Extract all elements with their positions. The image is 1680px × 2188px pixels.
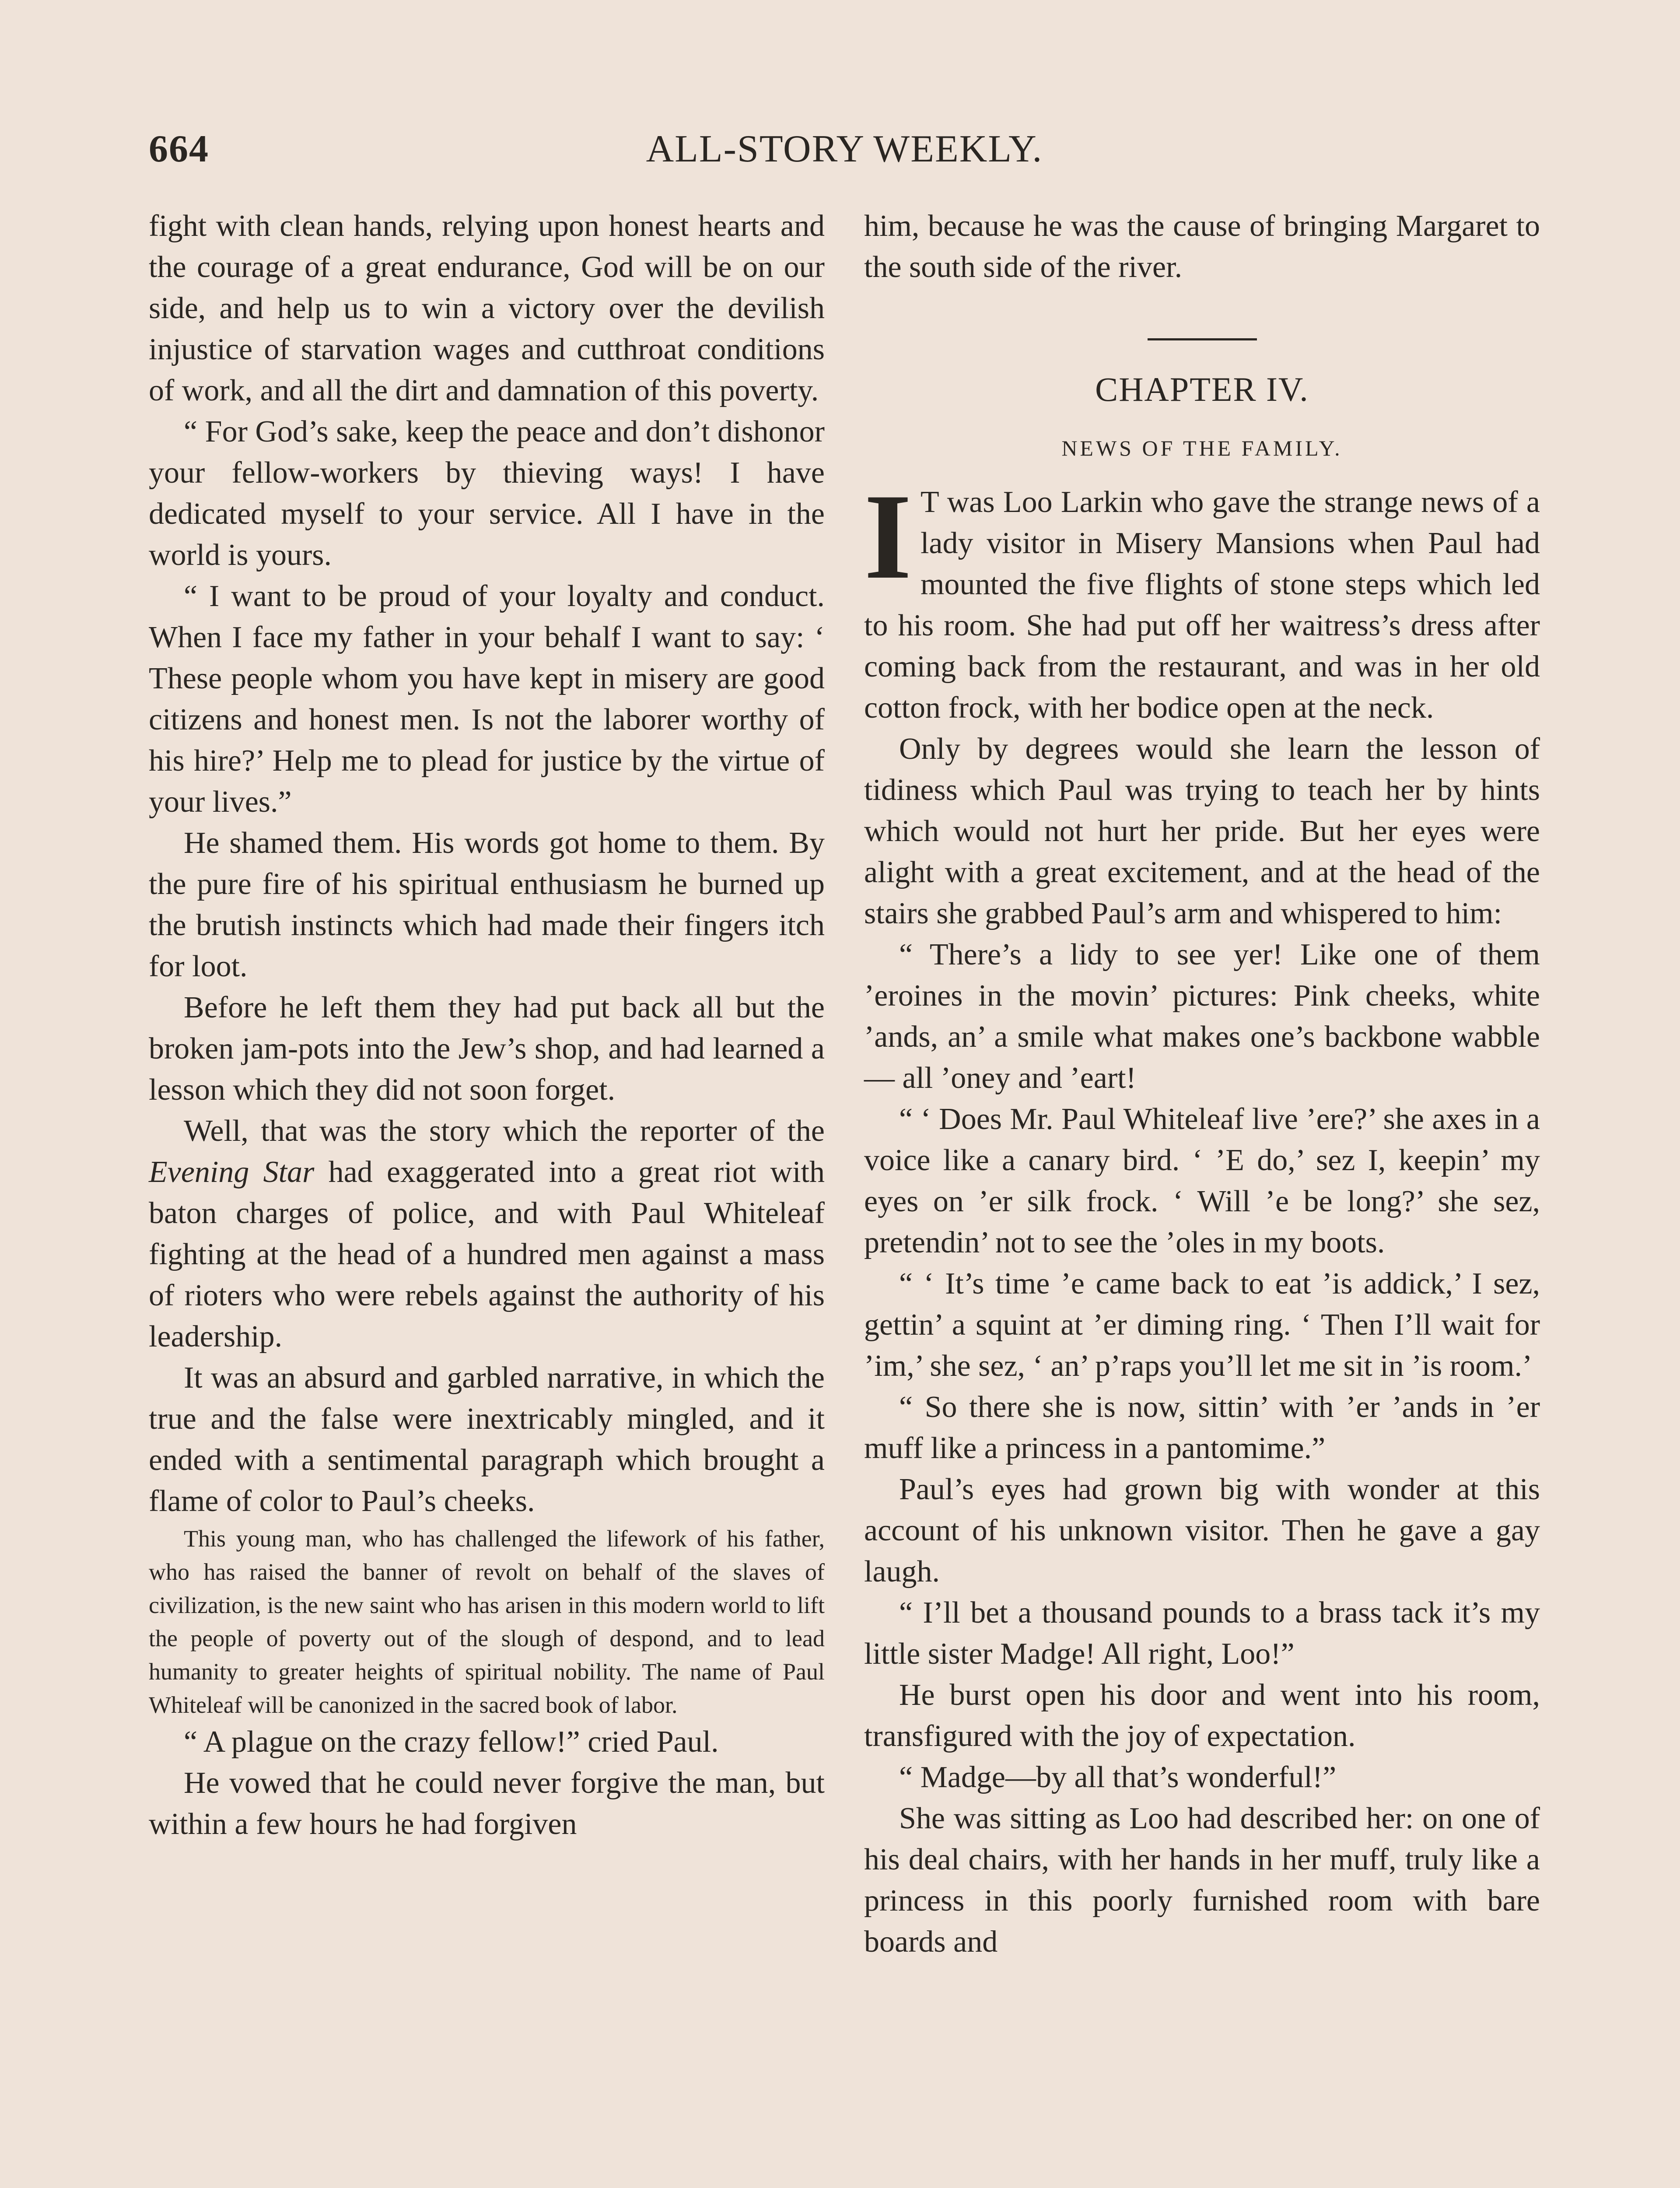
drop-cap: I: [864, 468, 912, 604]
right-paragraph-1: [864, 468, 1540, 729]
right-paragraph-8: “ I’ll bet a thousand pounds to a brass tack it’s my little sister Madge! All right, Loo!”: [864, 1596, 1540, 1671]
left-paragraph-9: He vowed that he could never forgive the man, but within a few hours he had forgiven: [149, 1766, 825, 1841]
left-paragraph-5: Before he left them they had put back all but the broken jam-pots into the Jew’s shop, and had learned a lesson which they did not soon forget.: [149, 991, 825, 1107]
left-paragraph-3: “ I want to be proud of your loyalty and conduct. When I face my father in your behalf I want to say: ‘ These people whom you have kept in misery are good citizens and honest men. Is not the laborer worthy of his hire?’ Help me to plead for justice by the virtue of your lives.”: [149, 579, 825, 819]
right-paragraph-1-text: T was Loo Larkin who gave the strange news of a lady visitor in Misery Mansions when Paul had mounted the five flights of stone steps which led to his room. She had put off her waitress’s dress after coming back from the restaurant, and was in her old cotton frock, with her bodice open at the neck.: [864, 485, 1540, 725]
left-column: [149, 206, 825, 1845]
right-paragraph-5: “ ‘ It’s time ’e came back to eat ’is addick,’ I sez, gettin’ a squint at ’er diming ring. ‘ Then I’ll wait for ’im,’ she sez, ‘ an’ p’raps you’ll let me sit in ’is room.’: [864, 1267, 1540, 1383]
right-paragraph-10: “ Madge—by all that’s wonderful!”: [899, 1760, 1337, 1794]
right-paragraph-3: “ There’s a lidy to see yer! Like one of them ’eroines in the movin’ pictures: Pink cheeks, white ’ands, an’ a smile what makes one’s backbone wabble — all ’oney and ’eart!: [864, 938, 1540, 1095]
newspaper-title: Evening Star: [149, 1155, 315, 1189]
left-paragraph-8: “ A plague on the crazy fellow!” cried Paul.: [184, 1725, 719, 1759]
left-paragraph-1: fight with clean hands, relying upon honest hearts and the courage of a great endurance, God will be on our side, and help us to win a victory over the devilish injustice of starvation wages and cutthroat conditions of work, and all the dirt and damnation of this poverty.: [149, 209, 825, 407]
newspaper-quote: This young man, who has challenged the lifework of his father, who has raised the banner of revolt on behalf of the slaves of civilization, is the new saint who has arisen in this modern world to lift the people of poverty out of the slough of despond, and to lead humanity to greater heights of spiritual nobility. The name of Paul Whiteleaf will be canonized in the sacred book of labor.: [149, 1525, 825, 1718]
chapter-divider: [1148, 338, 1257, 340]
left-paragraph-2: “ For God’s sake, keep the peace and don’t dishonor your fellow-workers by thieving ways! I have dedicated myself to your service. All I have in the world is yours.: [149, 415, 825, 572]
right-paragraph-4: “ ‘ Does Mr. Paul Whiteleaf live ’ere?’ she axes in a voice like a canary bird. ‘ ’E do,’ sez I, keepin’ my eyes on ’er silk frock. ‘ Will ’e be long?’ she sez, pretendin’ not to see the ’oles in my boots.: [864, 1102, 1540, 1259]
left-paragraph-6: [149, 1111, 825, 1357]
right-paragraph-6: “ So there she is now, sittin’ with ’er ’ands in ’er muff like a princess in a pantomime.”: [864, 1390, 1540, 1465]
chapter-subtitle: NEWS OF THE FAMILY.: [1061, 436, 1343, 460]
p6-text-before: Well, that was the story which the reporter of the: [184, 1114, 825, 1148]
chapter-title: CHAPTER IV.: [1095, 370, 1309, 408]
page-number: 664: [149, 128, 209, 170]
right-paragraph-7: Paul’s eyes had grown big with wonder at this account of his unknown visitor. Then he gave a gay laugh.: [864, 1473, 1540, 1588]
running-title: ALL-STORY WEEKLY.: [646, 128, 1043, 170]
page-header: [149, 127, 1540, 179]
left-paragraph-4: He shamed them. His words got home to them. By the pure fire of his spiritual enthusiasm he burned up the brutish instincts which had made their fingers itch for loot.: [149, 826, 825, 983]
right-paragraph-9: He burst open his door and went into his room, transfigured with the joy of expectation.: [864, 1678, 1540, 1753]
p6-text-after: had exaggerated into a great riot with baton charges of police, and with Paul Whiteleaf fighting at the head of a hundred men against a mass of rioters who were rebels against the authority of his leadership.: [149, 1155, 825, 1353]
left-paragraph-7: It was an absurd and garbled narrative, in which the true and the false were inextricably mingled, and it ended with a sentimental paragraph which brought a flame of color to Paul’s cheeks.: [149, 1361, 825, 1518]
right-paragraph-2: Only by degrees would she learn the lesson of tidiness which Paul was trying to teach her by hints which would not hurt her pride. But her eyes were alight with a great excitement, and at the head of the stairs she grabbed Paul’s arm and whispered to him:: [864, 732, 1540, 930]
right-paragraph-11: She was sitting as Loo had described her: on one of his deal chairs, with her hands in her muff, truly like a princess in this poorly furnished room with bare boards and: [864, 1802, 1540, 1959]
right-paragraph-0: him, because he was the cause of bringing Margaret to the south side of the river.: [864, 209, 1540, 284]
right-column: [864, 206, 1540, 1963]
